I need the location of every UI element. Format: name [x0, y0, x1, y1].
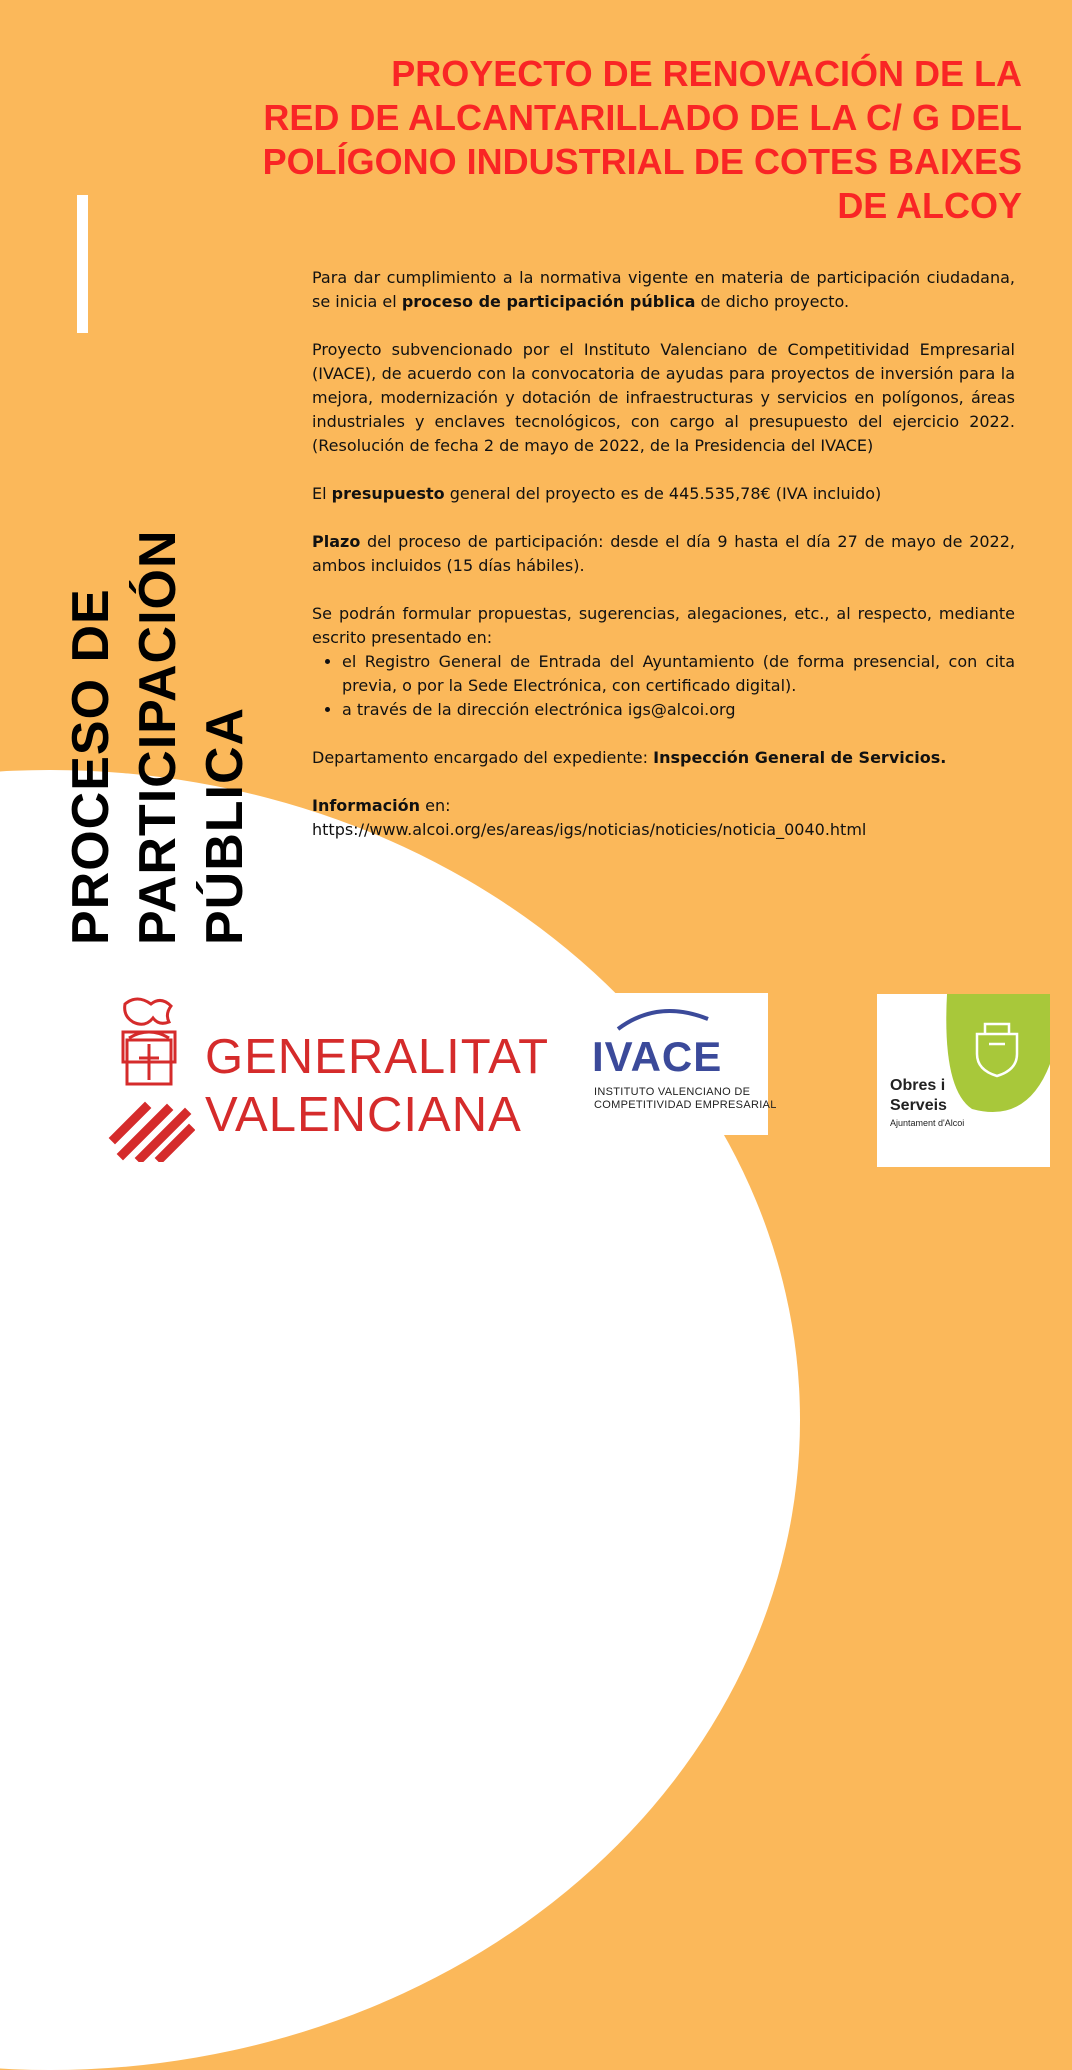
title-line: POLÍGONO INDUSTRIAL DE COTES BAIXES	[262, 141, 1022, 182]
text: de dicho proyecto.	[695, 292, 850, 311]
text: general del proyecto es de 445.535,78€ (IVA incluido)	[444, 484, 882, 503]
obres-line: Obres i	[890, 1077, 946, 1094]
deadline-paragraph	[312, 530, 1015, 578]
department-paragraph	[312, 746, 1015, 770]
white-curve-background	[0, 770, 800, 2070]
ivace-wordmark: IVACE	[592, 1033, 723, 1080]
text: en:	[420, 796, 451, 815]
submission-list	[312, 650, 1015, 722]
obres-line: Serveis	[890, 1097, 947, 1114]
ivace-logo	[578, 993, 777, 1135]
title-line: DE ALCOY	[837, 185, 1022, 226]
list-item: • a través de la dirección electrónica igs@alcoi.org	[342, 698, 1015, 722]
intro-paragraph	[312, 266, 1015, 314]
side-title-line: PARTICIPACIÓN	[129, 529, 187, 945]
obres-wordmark	[890, 1076, 947, 1116]
obres-subtitle: Ajuntament d'Alcoi	[890, 1118, 965, 1128]
bold-text: presupuesto	[331, 484, 445, 503]
text: Departamento encargado del expediente:	[312, 748, 654, 767]
bold-text: Inspección General de Servicios.	[653, 748, 947, 767]
info-link[interactable]: https://www.alcoi.org/es/areas/igs/noticias/noticies/noticia_0040.html	[312, 820, 867, 839]
info-paragraph	[312, 794, 1015, 842]
generalitat-shield-icon	[105, 992, 195, 1162]
funding-paragraph: Proyecto subvencionado por el Instituto Valenciano de Competitividad Empresarial (IVACE), de acuerdo con la convocatoria de ayudas para proyectos de inversión para la mejora, modernización y dotación de infraestructuras y servicios en polígonos, áreas industriales y enclaves tecnológicos, con cargo al presupuesto del ejercicio 2022. (Resolución de fecha 2 de mayo de 2022, de la Presidencia del IVACE)	[312, 340, 1015, 455]
generalitat-wordmark	[205, 1028, 549, 1144]
bold-text: Plazo	[312, 532, 361, 551]
text: El	[312, 484, 332, 503]
list-item: • el Registro General de Entrada del Ayuntamiento (de forma presencial, con cita previa, o por la Sede Electrónica, con certificado digital).	[342, 650, 1015, 698]
vertical-side-title	[58, 529, 259, 945]
gv-line: VALENCIANA	[205, 1088, 522, 1142]
announcement-body	[312, 266, 1015, 866]
page-title	[142, 52, 1022, 228]
side-title-line: PROCESO DE	[62, 588, 120, 945]
ivace-subtitle	[594, 1086, 777, 1112]
gv-line: GENERALITAT	[205, 1030, 550, 1084]
title-line: PROYECTO DE RENOVACIÓN DE LA	[391, 53, 1022, 94]
obres-i-serveis-logo	[877, 994, 1050, 1167]
side-title-line: PÚBLICA	[196, 706, 254, 945]
ivace-sub-line: COMPETITIVIDAD EMPRESARIAL	[594, 1099, 777, 1111]
text: Para dar cumplimiento a la normativa vigente en materia de participación ciudadana, se inicia el	[312, 268, 1015, 311]
bold-text: Información	[312, 796, 421, 815]
decorative-white-bar	[77, 195, 88, 333]
text: del proceso de participación: desde el día 9 hasta el día 27 de mayo de 2022, ambos incluidos (15 días hábiles).	[312, 532, 1015, 575]
bold-text: proceso de participación pública	[401, 292, 696, 311]
submission-paragraph: Se podrán formular propuestas, sugerencias, alegaciones, etc., al respecto, mediante escrito presentado en:	[312, 604, 1015, 647]
generalitat-valenciana-logo	[105, 992, 550, 1162]
title-line: RED DE ALCANTARILLADO DE LA C/ G DEL	[263, 97, 1022, 138]
ivace-sub-line: INSTITUTO VALENCIANO DE	[594, 1086, 751, 1098]
budget-paragraph	[312, 482, 1015, 506]
